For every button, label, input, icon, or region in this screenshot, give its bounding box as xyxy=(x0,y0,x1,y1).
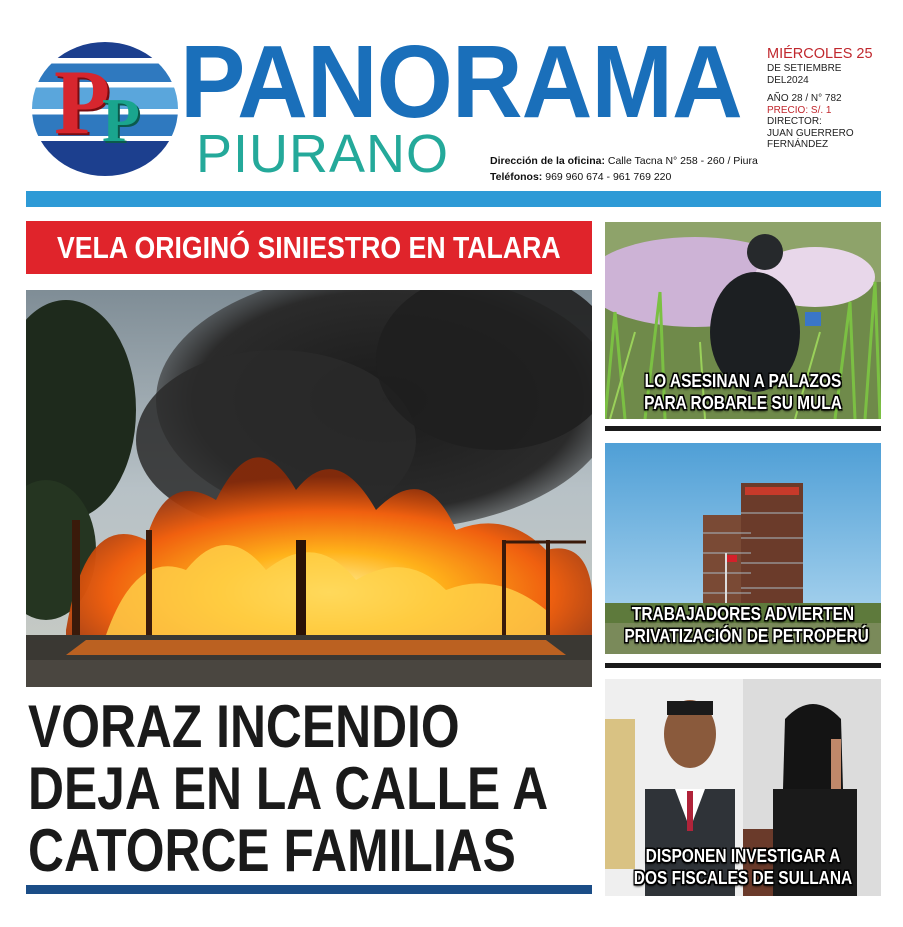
phones-label: Teléfonos: xyxy=(490,171,543,183)
headline-rule xyxy=(26,885,592,894)
newspaper-title: PANORAMA xyxy=(180,23,742,140)
side-story-caption xyxy=(605,370,881,414)
office-label: Dirección de la oficina: xyxy=(490,155,605,167)
caption-line-1: LO ASESINAN A PALAZOS xyxy=(644,371,842,391)
caption-line-2: PRIVATIZACIÓN DE PETROPERÚ xyxy=(624,626,869,646)
side-rule-2 xyxy=(605,663,881,668)
side-story-mule[interactable] xyxy=(605,222,881,419)
side-story-caption xyxy=(605,603,881,647)
main-story-kicker[interactable] xyxy=(26,221,592,274)
issue-number: AÑO 28 / N° 782 xyxy=(767,93,842,104)
office-address: Calle Tacna N° 258 - 260 / Piura xyxy=(607,155,758,167)
issue-day: MIÉRCOLES 25 xyxy=(767,46,873,62)
headline-line-3: CATORCE FAMILIAS xyxy=(28,817,516,884)
caption-line-1: TRABAJADORES ADVIERTEN xyxy=(631,604,855,624)
main-headline[interactable] xyxy=(28,693,598,884)
header-rule xyxy=(26,191,881,207)
caption-line-2: PARA ROBARLE SU MULA xyxy=(644,393,842,413)
phones-value: 969 960 674 - 961 769 220 xyxy=(545,171,672,183)
logo-letter-p-red: P xyxy=(54,51,111,153)
logo-letter-p-teal: P xyxy=(102,87,140,155)
headline-line-2: DEJA EN LA CALLE A xyxy=(28,755,549,822)
side-rule-1 xyxy=(605,426,881,431)
office-info xyxy=(490,153,758,185)
issue-price: PRECIO: S/. 1 xyxy=(767,104,832,116)
issue-date-line1: DE SETIEMBRE xyxy=(767,63,842,74)
kicker-text: VELA ORIGINÓ SINIESTRO EN TALARA xyxy=(57,229,561,265)
director-name-line2: FERNÁNDEZ xyxy=(767,139,829,150)
side-story-petroperu[interactable] xyxy=(605,443,881,654)
issue-date-line2: DEL2024 xyxy=(767,74,809,86)
headline-line-1: VORAZ INCENDIO xyxy=(28,693,460,760)
side-story-fiscales[interactable] xyxy=(605,679,881,896)
director-label: DIRECTOR: xyxy=(767,116,822,127)
director-name-line1: JUAN GUERRERO xyxy=(767,127,854,139)
side-story-caption xyxy=(605,845,881,889)
caption-line-2: DOS FISCALES DE SULLANA xyxy=(633,868,853,888)
main-story-photo[interactable] xyxy=(26,290,592,687)
logo-disc xyxy=(32,42,178,176)
newspaper-subtitle: PIURANO xyxy=(196,124,450,184)
issue-info xyxy=(767,46,887,151)
caption-line-1: DISPONEN INVESTIGAR A xyxy=(645,846,841,866)
